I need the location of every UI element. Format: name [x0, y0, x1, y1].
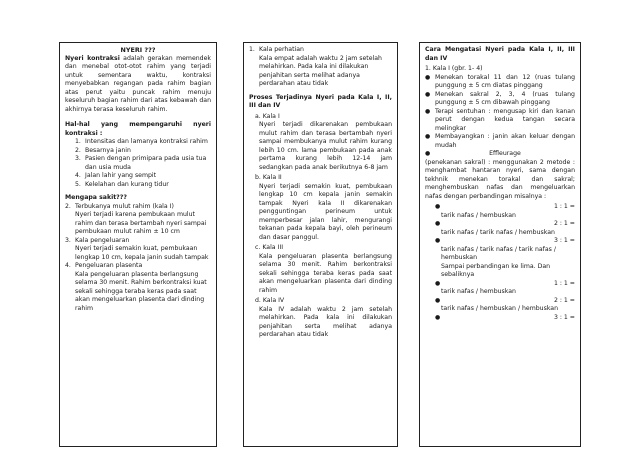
- why-heading: Mengapa sakit???: [65, 194, 127, 201]
- list-item: 3. Kala pengeluaran: [65, 236, 130, 244]
- list-item: 5. Kelelahan dan kurang tidur: [75, 180, 169, 188]
- stage-body: Nyeri terjadi dikarenakan pembukaan mulut rahim dan terasa bertambah nyeri sampai membukanya mulut rahim kurang lebih 10 cm. lama pembukaan pada anak pertama kurang lebih 12-14 jam sedangkan pada anak berikutnya 6-8 jam: [259, 121, 392, 171]
- factors-heading: [65, 121, 211, 130]
- ratio-item: ● 2 : 1 =: [435, 220, 575, 227]
- stage-label: b. Kala II: [255, 174, 282, 181]
- ratio-item: ● 1 : 1 =: [435, 203, 575, 210]
- list-item-body: Kala pengeluaran plasenta berlangsung selama 30 menit. Rahim berkontraksi kuat sekali sehingga teraba keras pada saat akan mengeluarkan plasenta dari dinding rahim: [75, 270, 207, 312]
- intro-paragraph: [65, 55, 211, 115]
- ratio-text: tarik nafas / hembuskan: [441, 211, 516, 219]
- stage-body: Nyeri terjadi semakin kuat, pembukaan lengkap 10 cm kepala janin semakin tampak Nyeri kala II dikarenakan pengguntingan perineum untuk memperbesar jalan lahir, mengurangi tekanan pada kepala bayi, oleh perineum dan dasar panggul.: [259, 182, 392, 241]
- list-item-body: Nyeri terjadi semakin kuat, pembukaan lengkap 10 cm, kepala janin sudah tampak: [75, 245, 209, 261]
- list-item: 1. Intensitas dan lamanya kontraksi rahim: [75, 138, 208, 145]
- ratio-item: ● 1 : 1 =: [435, 279, 575, 287]
- stage-label: a. Kala I: [255, 112, 280, 120]
- ratio-item: ● 3 : 1 =: [435, 313, 575, 321]
- ratio-note: Sampai perbandingan ke lima. Dan sebaliknya: [441, 262, 551, 278]
- ratio-text: tarik nafas / tarik nafas / tarik nafas / hembuskan: [441, 245, 556, 261]
- list-item: 2. Terbukanya mulut rahim (kala I): [65, 202, 174, 210]
- column-proses: [243, 42, 398, 447]
- ratio-text: tarik nafas / tarik nafas / hembuskan: [441, 228, 555, 236]
- column-cara-mengatasi: [419, 42, 581, 447]
- ratio-item: ● 3 : 1 =: [435, 237, 575, 244]
- list-item: ● Terapi sentuhan : mengusap kiri dan kanan perut dengan kedua tangan secara melingkar: [425, 107, 575, 132]
- page-title: NYERI ???: [120, 46, 156, 54]
- ratio-text: tarik nafas / hembuskan: [441, 288, 516, 295]
- list-item: ● Effleurage: [425, 150, 521, 157]
- list-item: ● Menekan torakal 11 dan 12 (ruas tulang punggung ± 5 cm diatas pinggang: [425, 73, 575, 89]
- stage-label: c. Kala III: [255, 244, 284, 251]
- factors-heading-word: Hal-hal: [65, 121, 90, 128]
- list-item-body: Kala empat adalah waktu 2 jam setelah melahirkan. Pada kala ini dilakukan penjahitan serta melihat adanya perdarahan atau tidak: [259, 54, 382, 87]
- factors-heading-word: yang: [100, 121, 119, 128]
- process-heading: Proses Terjadinya Nyeri pada Kala I, II, III dan IV: [249, 93, 392, 109]
- factors-heading-word: mempengaruhi: [129, 121, 182, 128]
- ratio-item: ● 2 : 1 =: [435, 296, 575, 304]
- intro-text: adalah gerakan memendek dan menebal otot-otot rahim yang terjadi untuk sementara waktu, kontraksi menyebabkan regangan pada rahim bagian atas perut yaitu puncak rahim menuju keseluruh bagian rahim dari atas kebawah dan akhirnya terasa keseluruh rahim.: [65, 54, 211, 113]
- stage-label: d. Kala IV: [255, 297, 285, 304]
- factors-heading-word: nyeri: [193, 121, 211, 128]
- list-item: 4. Pengeluaran plasenta: [65, 262, 143, 269]
- list-item: ● Membayangkan : janin akan keluar dengan mudah: [425, 133, 575, 149]
- list-item: 3. Pasien dengan primipara pada usia tua dan usia muda: [75, 155, 207, 171]
- method-subheading: 1. Kala I (gbr. 1- 4): [425, 65, 483, 72]
- list-item: 4. Jalan lahir yang sempit: [75, 172, 157, 179]
- stage-body: Kala IV adalah waktu 2 jam setelah melahirkan. Pada kala ini dilakukan penjahitan serta melihat adanya perdarahan atau tidak: [259, 305, 392, 338]
- list-item: 2. Besarnya janin: [75, 146, 131, 154]
- list-item: ● Menekan sakral 2, 3, 4 (ruas tulang punggung ± 5 cm dibawah pinggang: [425, 90, 575, 106]
- factors-heading-line2: kontraksi :: [65, 129, 103, 137]
- method-heading: Cara Mengatasi Nyeri pada Kala I, II, III dan IV: [425, 46, 575, 62]
- stage-body: Kala pengeluaran plasenta berlangsung selama 30 menit. Rahim berkontraksi sekali sehingga teraba keras pada saat akan mengeluarkan plasenta dari dinding rahim: [259, 252, 392, 294]
- list-item-body: Nyeri terjadi karena pembukaan mulut rahim dan terasa bertambah nyeri sampai pembukaan mulut rahim ± 10 cm: [75, 211, 207, 235]
- effleurage-body: (penekanan sakral) : menggunakan 2 metode : menghambat hantaran nyeri, sama dengan tekhnik menekan torakal dan sakral; menghembuskan nafas dan mengeluarkan nafas dengan perbandingan misalnya :: [425, 158, 575, 200]
- column-nyeri: [59, 42, 217, 447]
- ratio-text: tarik nafas / hembuskan / hembuskan: [441, 305, 559, 312]
- list-item: 1. Kala perhatian: [249, 46, 304, 53]
- intro-term: Nyeri kontraksi: [65, 54, 120, 62]
